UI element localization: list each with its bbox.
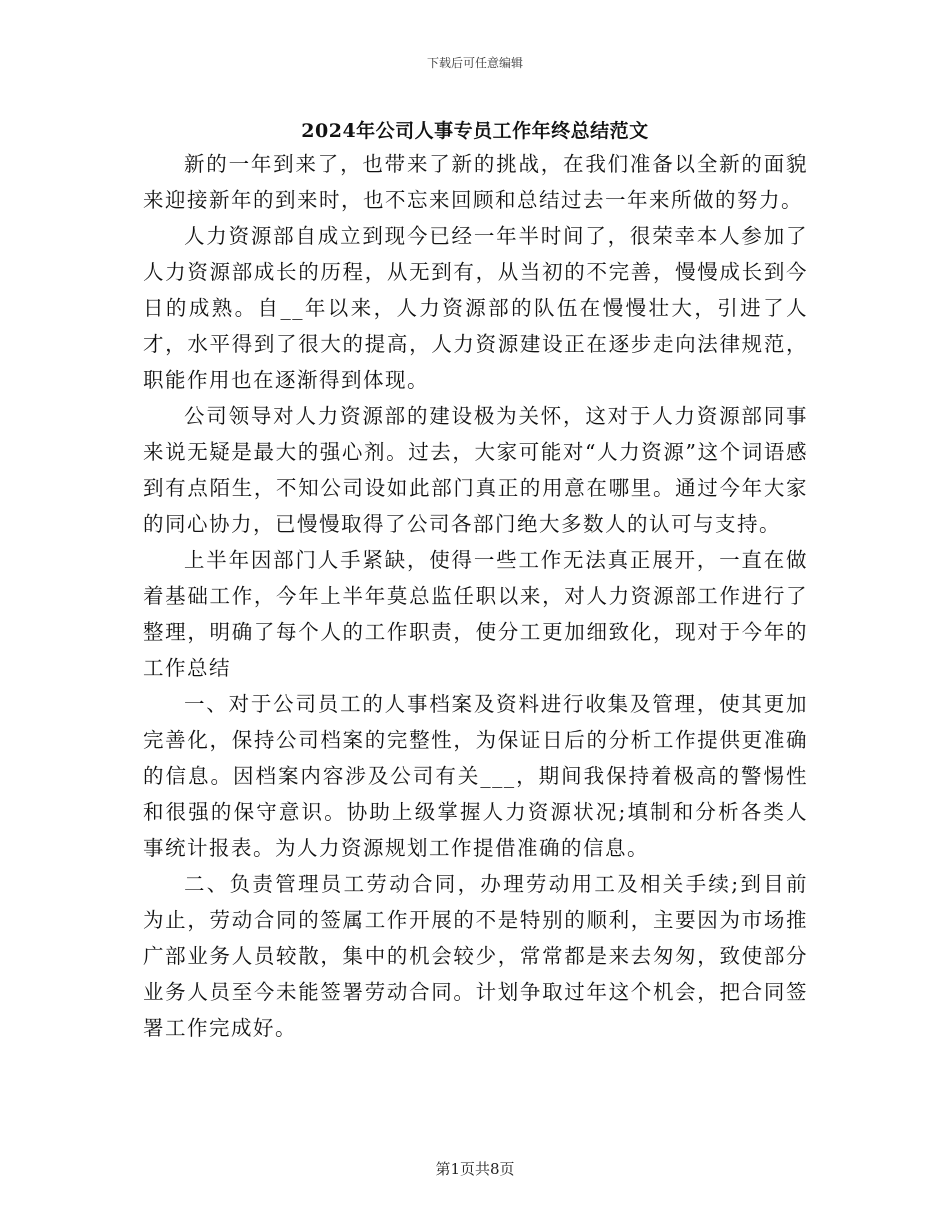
paragraph-item-one-archives: 一、对于公司员工的人事档案及资料进行收集及管理，使其更加完善化，保持公司档案的完整性，为保证日后的分析工作提供更准确的信息。因档案内容涉及公司有关___，期间我保持着极高的警惕性和很强的保守意识。协助上级掌握人力资源状况;填制和分析各类人事统计报表。为人力资源规划工作提借准确的信息。: [143, 692, 808, 860]
paragraph-item-two-contracts: 二、负责管理员工劳动合同，办理劳动用工及相关手续;到目前为止，劳动合同的签属工作开展的不是特别的顺利，主要因为市场推广部业务人员较散，集中的机会较少，常常都是来去匆匆，致使部分业务人员至今未能签署劳动合同。计划争取过年这个机会，把合同签署工作完成好。: [143, 872, 808, 1040]
paragraph-first-half-summary: 上半年因部门人手紧缺，使得一些工作无法真正展开，一直在做着基础工作，今年上半年莫总监任职以来，对人力资源部工作进行了整理，明确了每个人的工作职责，使分工更加细致化，现对于今年的工作总结: [143, 548, 808, 680]
paragraph-intro: 新的一年到来了，也带来了新的挑战，在我们准备以全新的面貌来迎接新年的到来时，也不忘来回顾和总结过去一年来所做的努力。: [143, 152, 808, 212]
document-title: 2024年公司人事专员工作年终总结范文: [301, 120, 649, 142]
paragraph-department-history: 人力资源部自成立到现今已经一年半时间了，很荣幸本人参加了人力资源部成长的历程，从无到有，从当初的不完善，慢慢成长到今日的成熟。自__年以来，人力资源部的队伍在慢慢壮大，引进了人才，水平得到了很大的提高，人力资源建设正在逐步走向法律规范，职能作用也在逐渐得到体现。: [143, 224, 808, 392]
paragraph-leadership-support: 公司领导对人力资源部的建设极为关怀，这对于人力资源部同事来说无疑是最大的强心剂。过去，大家可能对“人力资源”这个词语感到有点陌生，不知公司设如此部门真正的用意在哪里。通过今年大家的同心协力，已慢慢取得了公司各部门绝大多数人的认可与支持。: [143, 404, 808, 536]
header-note: 下载后可任意编辑: [426, 56, 523, 70]
document-body: [143, 146, 808, 1046]
page-footer: 第1页共8页: [435, 1160, 515, 1178]
